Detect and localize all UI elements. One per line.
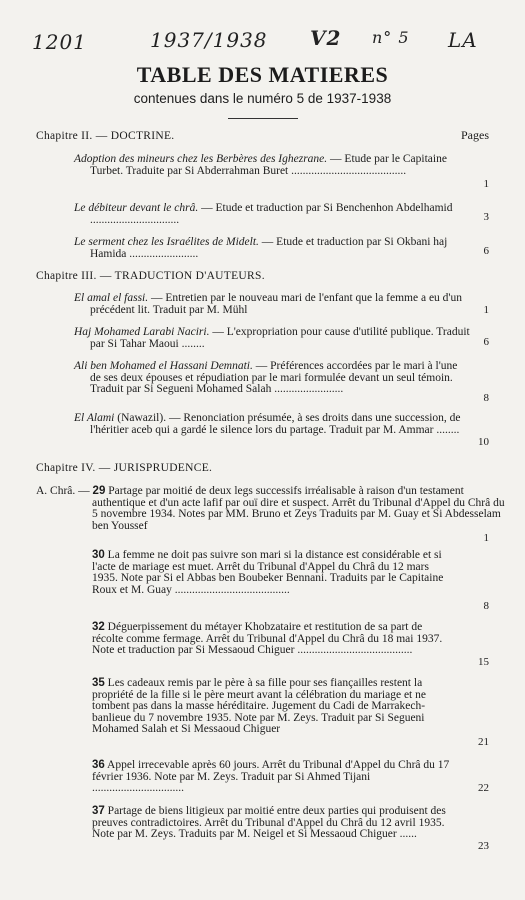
entry-page-number: 1 [483,532,489,544]
toc-entry: 36 Appel irrecevable après 60 jours. Arrêt du Tribunal d'Appel du Chrâ du 17 février 1936. Note par M. Zeys. Traduit par Si Ahmed Tijani ................................ [92,759,450,795]
toc-entry: 32 Déguerpissement du métayer Khobzataire et restitution de sa part de récolte comme fermage. Arrêt du Tribunal d'Appel du Chrâ du 18 mai 1937. Note et traduction par Si Messaoud Chiguer ........................................ [92,621,443,657]
toc-entry: Le débiteur devant le chrâ. — Etude et traduction par Si Benchenhon Abdelhamid ............................... [74,202,453,226]
page-subtitle: contenues dans le numéro 5 de 1937-1938 [133,91,392,106]
toc-entry: Haj Mohamed Larabi Naciri. — L'expropriation pour cause d'utilité publique. Traduit par Si Tahar Maoui ........ [74,326,470,350]
page-title: TABLE DES MATIERES [136,62,389,87]
entry-page-number: 15 [478,656,489,668]
handwritten-number: 1201 [32,30,87,54]
entry-page-number: 6 [483,336,489,348]
handwritten-code: LA [448,28,478,52]
entry-page-number: 22 [478,782,489,794]
chapter-heading: Chapitre IV. — JURISPRUDENCE. [36,462,213,474]
toc-entry: 30 La femme ne doit pas suivre son mari si la distance est considérable et si l'acte de mariage est muet. Arrêt du Tribunal d'Appel du Chrâ du 12 mars 1935. Note par Si el Abbas ben Boubeker Bennani. Traduits par le Capitaine Roux et M. Guay ........................................ [92,549,444,596]
entry-page-number: 3 [483,211,489,223]
entry-page-number: 21 [478,736,489,748]
toc-entry: Ali ben Mohamed el Hassani Demnati. — Préférences accordées par le mari à l'une de ses deux épouses et répudiation par le mari formulée devant un seul témoin. Traduit par Si Segueni Mohamed Salah ........................ [74,360,458,396]
entry-page-number: 8 [483,392,489,404]
entry-page-number: 1 [483,178,489,190]
toc-entry: El Alami (Nawazil). — Renonciation présumée, à ses droits dans une succession, de l'héritier aceb qui a gardé le silence lors du partage. Traduit par M. Ammar ........ [74,412,461,436]
handwritten-issue: n° 5 [372,28,410,47]
toc-entry: 37 Partage de biens litigieux par moitié entre deux parties qui produisent des preuves contradictoires. Arrêt du Tribunal d'Appel du Chrâ du 12 avril 1935. Note par M. Zeys. Traduits par M. Neigel et Si Messaoud Chiguer ...... [92,805,446,841]
toc-entry: Adoption des mineurs chez les Berbères des Ighezrane. — Etude par le Capitaine Turbet. Traduite par Si Abderrahman Buret ........................................ [74,153,447,177]
toc-entry: 35 Les cadeaux remis par le père à sa fille pour ses fiançailles restent la propriété de la fille si le père meurt avant la célébration du mariage et ne tombent pas dans la masse héréditaire. Jugement du Cadi de Marrakech-banlieue du 7 novembre 1935. Note par M. Zeys. Traduit par Si Segueni Mohamed Salah et Si Messaoud Chiguer [92,677,426,736]
entry-page-number: 10 [478,436,489,448]
entry-page-number: 23 [478,840,489,852]
chapter-heading: Chapitre III. — TRADUCTION D'AUTEURS. [36,270,265,282]
handwritten-volume: V2 [310,26,342,50]
handwritten-years: 1937/1938 [150,28,268,52]
toc-entry: Le serment chez les Israélites de Midelt. — Etude et traduction par Si Okbani haj Hamida ........................ [74,236,448,260]
entry-page-number: 6 [483,245,489,257]
entry-page-number: 8 [483,600,489,612]
toc-entry: El amal el fassi. — Entretien par le nouveau mari de l'enfant que la femme a eu d'un précédent lit. Traduit par M. Mühl [74,292,463,316]
title-rule [228,118,298,119]
chapter-heading: Chapitre II. — DOCTRINE. [36,130,175,142]
pages-column-header: Pages [461,128,489,142]
entry-page-number: 1 [483,304,489,316]
toc-entry: A. Chrâ. — 29 Partage par moitié de deux legs successifs irréalisable à raison d'un testament authentique et d'un acte lafif par ouï dire et suspect. Arrêt du Tribunal d'Appel du Chrâ du 5 novembre 1934. Notes par MM. Bruno et Zeys Traduits par M. Guay et Si Abdesselam ben Youssef [36,485,505,532]
